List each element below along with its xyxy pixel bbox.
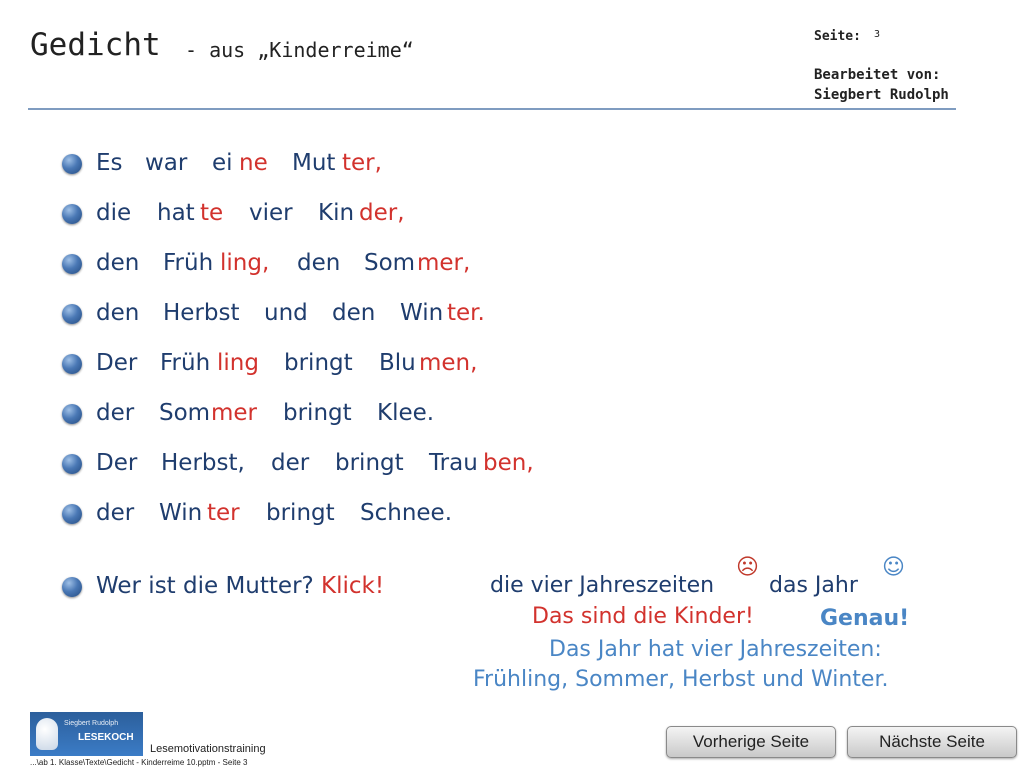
word: war xyxy=(145,150,188,176)
syllable: Blu xyxy=(379,350,416,376)
page-subtitle: - aus „Kinderreime“ xyxy=(185,38,414,62)
answer-option-year[interactable]: das Jahr xyxy=(769,573,858,598)
page-label: Seite: xyxy=(814,29,861,44)
explanation-line-1: Das Jahr hat vier Jahreszeiten: xyxy=(549,637,882,662)
lightbulb-icon xyxy=(36,718,58,750)
syllable-highlight: mer, xyxy=(417,250,471,276)
syllable: Som xyxy=(364,250,416,276)
word: der xyxy=(96,500,135,526)
syllable: Win xyxy=(159,500,203,526)
word: den xyxy=(96,250,140,276)
question-line xyxy=(62,571,462,605)
bullet-icon[interactable] xyxy=(62,454,82,474)
word: bringt xyxy=(284,350,353,376)
syllable-highlight: te xyxy=(200,200,224,226)
bullet-icon[interactable] xyxy=(62,504,82,524)
syllable: Früh xyxy=(163,250,214,276)
word: bringt xyxy=(335,450,404,476)
file-path: ...\ab 1. Klasse\Texte\Gedicht - Kinderreime 10.pptm - Seite 3 xyxy=(30,758,248,767)
syllable-highlight: ne xyxy=(239,150,268,176)
logo-author: Siegbert Rudolph xyxy=(64,720,119,727)
word: der xyxy=(96,400,135,426)
poem-line-6 xyxy=(62,398,622,432)
bullet-icon[interactable] xyxy=(62,304,82,324)
poem-line-1 xyxy=(62,148,622,182)
word: und xyxy=(264,300,308,326)
syllable-highlight: ben, xyxy=(483,450,534,476)
bullet-icon[interactable] xyxy=(62,154,82,174)
word: den xyxy=(297,250,341,276)
poem-line-3 xyxy=(62,248,622,282)
poem-line-8 xyxy=(62,498,622,532)
answer-option-seasons[interactable]: die vier Jahreszeiten xyxy=(490,573,715,598)
word: Der xyxy=(96,350,138,376)
explanation-line-2: Frühling, Sommer, Herbst und Winter. xyxy=(473,667,889,692)
right-feedback: Genau! xyxy=(820,606,910,631)
word: Herbst, xyxy=(161,450,245,476)
poem-line-2 xyxy=(62,198,622,232)
syllable: Früh xyxy=(160,350,211,376)
bullet-icon[interactable] xyxy=(62,254,82,274)
poem-line-7 xyxy=(62,448,622,482)
syllable-highlight: der, xyxy=(359,200,405,226)
klick-link[interactable]: Klick! xyxy=(321,573,385,599)
bullet-icon[interactable] xyxy=(62,204,82,224)
word: bringt xyxy=(266,500,335,526)
word: den xyxy=(332,300,376,326)
syllable-highlight: mer xyxy=(211,400,258,426)
bullet-icon[interactable] xyxy=(62,404,82,424)
word: Herbst xyxy=(163,300,240,326)
syllable-highlight: ling, xyxy=(220,250,270,276)
question-text: Wer ist die Mutter? xyxy=(96,573,314,599)
word: Es xyxy=(96,150,123,176)
syllable-highlight: ter, xyxy=(342,150,382,176)
word: der xyxy=(271,450,310,476)
syllable: ei xyxy=(212,150,233,176)
word: vier xyxy=(249,200,293,226)
next-page-button[interactable]: Nächste Seite xyxy=(847,726,1017,758)
page-number: 3 xyxy=(874,29,881,40)
syllable: hat xyxy=(157,200,195,226)
syllable-highlight: men, xyxy=(419,350,478,376)
author-name: Siegbert Rudolph xyxy=(814,87,949,103)
wrong-feedback: Das sind die Kinder! xyxy=(532,604,754,629)
syllable-highlight: ter. xyxy=(447,300,485,326)
word: den xyxy=(96,300,140,326)
lesekoch-logo xyxy=(30,712,143,756)
word: Klee. xyxy=(377,400,435,426)
logo-text: LESEKOCH xyxy=(78,732,134,743)
word: Der xyxy=(96,450,138,476)
bullet-icon[interactable] xyxy=(62,354,82,374)
word: bringt xyxy=(283,400,352,426)
syllable: Som xyxy=(159,400,211,426)
sad-face-icon: ☹ xyxy=(736,555,759,580)
syllable-highlight: ter xyxy=(207,500,240,526)
poem-line-4 xyxy=(62,298,622,332)
happy-face-icon: ☺ xyxy=(882,555,905,580)
edited-label: Bearbeitet von: xyxy=(814,67,941,83)
page-title: Gedicht xyxy=(30,27,161,63)
program-name: Lesemotivationstraining xyxy=(150,743,266,755)
syllable: Trau xyxy=(429,450,478,476)
bullet-icon[interactable] xyxy=(62,577,82,597)
syllable: Mut xyxy=(292,150,336,176)
syllable: Win xyxy=(400,300,444,326)
syllable: Kin xyxy=(318,200,355,226)
header-divider xyxy=(28,108,956,110)
poem-line-5 xyxy=(62,348,622,382)
word: die xyxy=(96,200,132,226)
syllable-highlight: ling xyxy=(217,350,259,376)
previous-page-button[interactable]: Vorherige Seite xyxy=(666,726,836,758)
word: Schnee. xyxy=(360,500,453,526)
